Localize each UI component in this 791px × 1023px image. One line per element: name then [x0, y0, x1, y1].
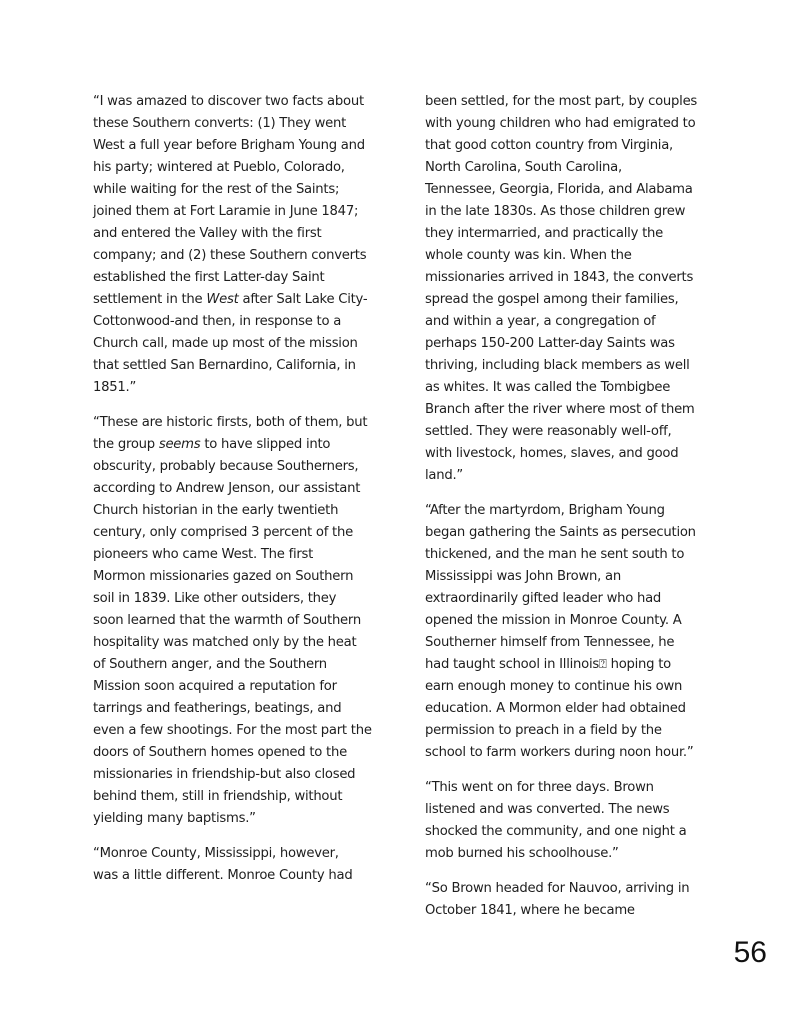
paragraph — [93, 91, 411, 399]
paragraph: “This went on for three days. Brown listened and was converted. The news shocked the community, and one night a mob burned his schoolhouse.” — [425, 780, 687, 861]
italic-text: seems — [158, 437, 201, 452]
text-run: “I was amazed to discover two facts about these Southern converts: (1) They went West a full year before Brigham Young and his party; wintered at Pueblo, Colorado, while waiting for the rest of the Saints; joined them at Fort Laramie in June 1847; and entered the Valley with the first company; and (2) these Southern converts established the first Latter-day Saint settlement in the — [93, 94, 367, 307]
text-run: to have slipped into obscurity, probably because Southerners, according to Andrew Jenson, our assistant Church historian in the early twentieth century, only comprised 3 percent of the pioneers who came West. The first Mormon missionaries gazed on Southern soil in 1839. Like other outsiders, they soon learned that the warmth of Southern hospitality was matched only by the heat of Southern anger, and the Southern Mission soon acquired a reputation for tarrings and featherings, beatings, and even a few shootings. For the most part the doors of Southern homes opened to the missionaries in friendship-but also closed behind them, still in friendship, without yielding many baptisms.” — [93, 437, 372, 826]
paragraph: “So Brown headed for Nauvoo, arriving in October 1841, where he became — [425, 881, 690, 918]
page-number: 56 — [733, 936, 767, 969]
paragraph: been settled, for the most part, by couples with young children who had emigrated to that good cotton country from Virginia, North Carolina, South Carolina, Tennessee, Georgia, Florida, and Alabama in the late 1830s. As those children grew they intermarried, and practically the whole county was kin. When the missionaries arrived in 1843, the converts spread the gospel among their families, and within a year, a congregation of perhaps 150-200 Latter-day Saints was thriving, including black members as well as whites. It was called the Tombigbee Branch after the river where most of them settled. They were reasonably well-off, with livestock, homes, slaves, and good land.” — [425, 94, 698, 483]
right-column — [425, 91, 745, 935]
italic-text: West — [206, 292, 239, 307]
paragraph: “After the martyrdom, Brigham Young began gathering the Saints as persecution thickened, and the man he sent south to Mississippi was John Brown, an extraordinarily gifted leader who had opened the mission in Monroe County. A Southerner himself from Tennessee, he had taught school in Illinois⍰ hoping to earn enough money to continue his own education. A Mormon elder had obtained permission to preach in a field by the school to farm workers during noon hour.” — [425, 503, 696, 760]
paragraph — [93, 412, 411, 830]
left-column — [93, 91, 411, 900]
text-run: “These are historic firsts, both of them, but the group — [93, 415, 368, 452]
paragraph: “Monroe County, Mississippi, however, was a little different. Monroe County had — [93, 846, 353, 883]
text-run: after Salt Lake City- Cottonwood-and then, in response to a Church call, made up most of the mission that settled San Bernardino, California, in 1851.” — [93, 292, 368, 395]
